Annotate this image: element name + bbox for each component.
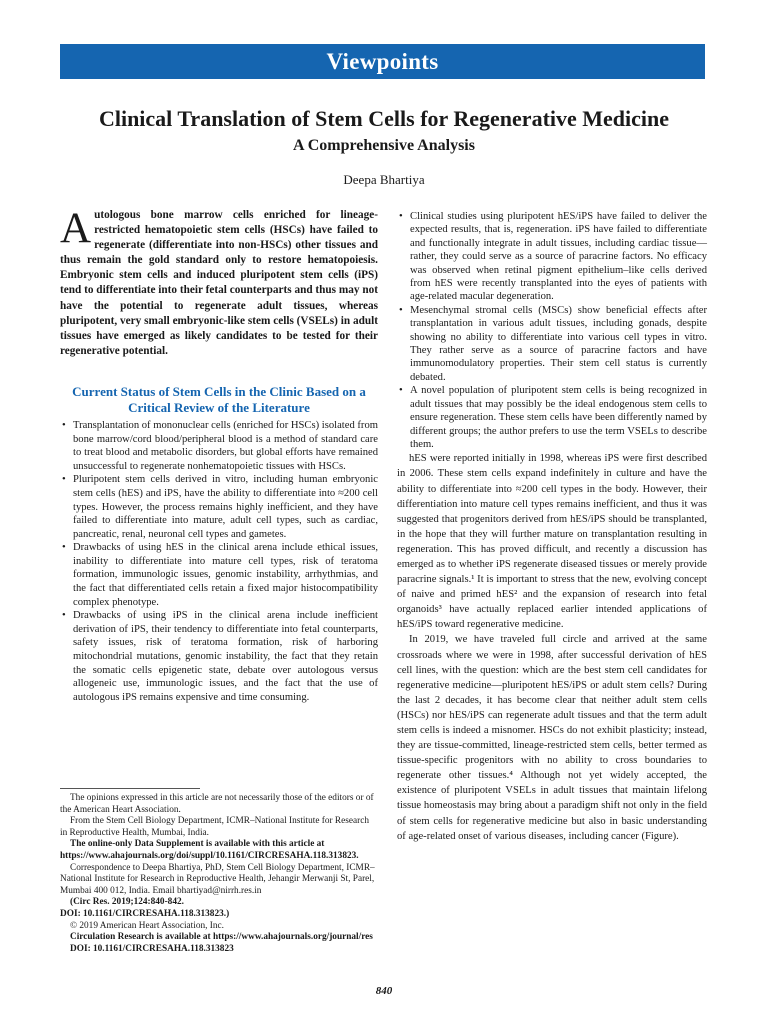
footnote-citation: (Circ Res. 2019;124:840-842.: [70, 897, 184, 908]
footnote-disclaimer: The opinions expressed in this article are not necessarily those of the editors or of the American Heart Association.: [60, 793, 374, 815]
footnote-divider: [60, 788, 200, 789]
left-column: [60, 205, 378, 704]
footnote-supplement: The online-only Data Supplement is available with this article at https://www.ahajournals.org/doi/suppl/10.1161/CIRCRESAHA.118.313823.: [60, 839, 359, 861]
bullet-item: • Transplantation of mononuclear cells (enriched for HSCs) isolated from bone marrow/cord blood/peripheral blood is a method of standard care to treat blood and metabolic disorders, but global efforts have remained unsuccessful to regenerate nonhematopoietic tissues with HSCs.: [60, 419, 378, 473]
bullet-item: • Drawbacks of using iPS in the clinical arena include inefficient derivation of iPS, their tendency to differentiate into fetal counterparts, safety issues, risk of teratoma formation, risk of harboring mitochondrial mutations, genomic instability, the fact that they retain the somatic cells epigenetic state, debate over autologous versus allogeneic use, immunologic issues, and the fact that the use of autologous iPS remains expensive and time consuming.: [60, 609, 378, 704]
right-column: [397, 210, 707, 844]
bullet-item: • Pluripotent stem cells derived in vitro, including human embryonic stem cells (hES) and iPS, have the ability to differentiate into ≈200 cell types. However, the process remains highly inefficient, and they have failed to differentiate into mature, adult cell types, such as cardiac, pancreatic, renal, neuronal cell types and gametes.: [60, 473, 378, 541]
body-paragraph: In 2019, we have traveled full circle and arrived at the same crossroads where we were in 1998, after successful derivation of hES cell lines, with the question: which are the best stem cell candidates for regenerative medicine—pluripotent hES/iPS or adult stem cells? During the last 2 decades, it has become clear that neither adult stem cells (HSCs) nor hES/iPS can regenerate adult tissues and that the term adult stem cells is indeed a misnomer. HSCs do not exhibit plasticity; instead, they are tissue-committed, lineage-restricted stem cells, better termed as tissue-specific progenitors with no ability to cross boundaries to regenerate other tissues.⁴ Although not yet widely accepted, the existence of pluripotent VSELs in adult tissues that maintain lifelong tissue homeostasis may bring about a paradigm shift not only in the field of stem cells for regenerative medicine but also in basic understanding of age-related onset of various diseases, including cancer (Figure).: [397, 634, 707, 842]
author-name: Deepa Bhartiya: [343, 172, 425, 187]
body-paragraph: hES were reported initially in 1998, whereas iPS were first described in 2006. These stem cells expand indefinitely in culture and have the ability to differentiate into ≈200 cell types in the body. However, their differentiation into mature cell types remains inefficient, and thus it was suggested that progenitors derived from hES/iPS should be transplanted, in the hope that they will further mature on transplantation resulting in regeneration. This has proved difficult, and recently a discussion has emerged as to whether iPS regenerate diseased tissues or merely provide paracrine signals.¹ It is important to stress that the new, evolving concept of naive and primed hES² and the expansion of research into fetal organoids³ have actually replaced earlier intended applications of hES/iPS toward regenerative medicine.: [397, 453, 707, 631]
abstract: [60, 205, 378, 359]
footnotes: [60, 793, 378, 955]
bullet-item: • Clinical studies using pluripotent hES/iPS have failed to deliver the expected results, that is, regeneration. iPS have failed to differentiate and functionally integrate in adult tissues, including cardiac tissue—rather, they could serve as a source of paracrine factors. No efficacy was observed when retinal pigment epithelium–like cells derived from hES were recently transplanted into the eyes of patients with age-related macular degeneration.: [397, 210, 707, 304]
section-banner-label: Viewpoints: [326, 48, 439, 74]
article-title: Clinical Translation of Stem Cells for Regenerative Medicine: [98, 106, 670, 131]
section-banner: [60, 44, 705, 79]
abstract-text: utologous bone marrow cells enriched for lineage-restricted hematopoietic stem cells (HSCs) have failed to regenerate (differentiate into non-HSCs) other tissues and thus remain the gold standard only to restore hematopoiesis. Embryonic stem cells and induced pluripotent stem cells (iPS) tend to differentiate into their fetal counterparts and thus may not have the potential to regenerate adult tissues, whereas pluripotent, very small embryonic-like stem cells (VSELs) in adult tissues have emerged as likely candidates to be tested for their regenerative potential.: [60, 209, 378, 357]
left-bullet-list: [60, 419, 378, 704]
bullet-item: • Drawbacks of using hES in the clinical arena include ethical issues, inability to differentiate into mature cell types, risk of teratoma formation, immunologic issues, genomic instability, arrhythmias, and the fact that differentiated cells retain a fixed major histocompatibility complex phenotype.: [60, 541, 378, 609]
bullet-item: • A novel population of pluripotent stem cells is being recognized in adult tissues that may possibly be the ideal endogenous stem cells to ensure regeneration. These stem cells have been differently named by different groups; the author prefers to use the term VSELs to describe them.: [397, 384, 707, 451]
footnote-availability: Circulation Research is available at https://www.ahajournals.org/journal/res: [70, 932, 373, 943]
bullet-item: • Mesenchymal stromal cells (MSCs) show beneficial effects after transplantation in various adult tissues, including gonads, despite showing no ability to differentiate into various cell types in vitro. They rather serve as a source of paracrine factors and have immunomodulatory properties. Their stem cell status is currently debated.: [397, 304, 707, 384]
footnote-copyright: © 2019 American Heart Association, Inc.: [70, 920, 224, 931]
right-bullet-list: [397, 210, 707, 451]
footnote-correspondence: Correspondence to Deepa Bhartiya, PhD, Stem Cell Biology Department, ICMR–National Institute for Research in Reproductive Health, Jehangir Merwanji St, Parel, Mumbai 400 012, India. Email bhartiyad@nirrh.res.in: [60, 862, 375, 896]
footnote-doi-footer: DOI: 10.1161/CIRCRESAHA.118.313823: [70, 943, 234, 954]
section-heading: Current Status of Stem Cells in the Clinic Based on a Critical Review of the Literature: [72, 383, 366, 415]
footnote-affiliation: From the Stem Cell Biology Department, ICMR–National Institute for Research in Reproductive Health, Mumbai, India.: [60, 816, 369, 838]
footnote-doi: DOI: 10.1161/CIRCRESAHA.118.313823.): [60, 908, 230, 919]
drop-cap: A: [60, 205, 92, 252]
article-subtitle: A Comprehensive Analysis: [293, 137, 475, 154]
page-number: 840: [375, 985, 393, 997]
